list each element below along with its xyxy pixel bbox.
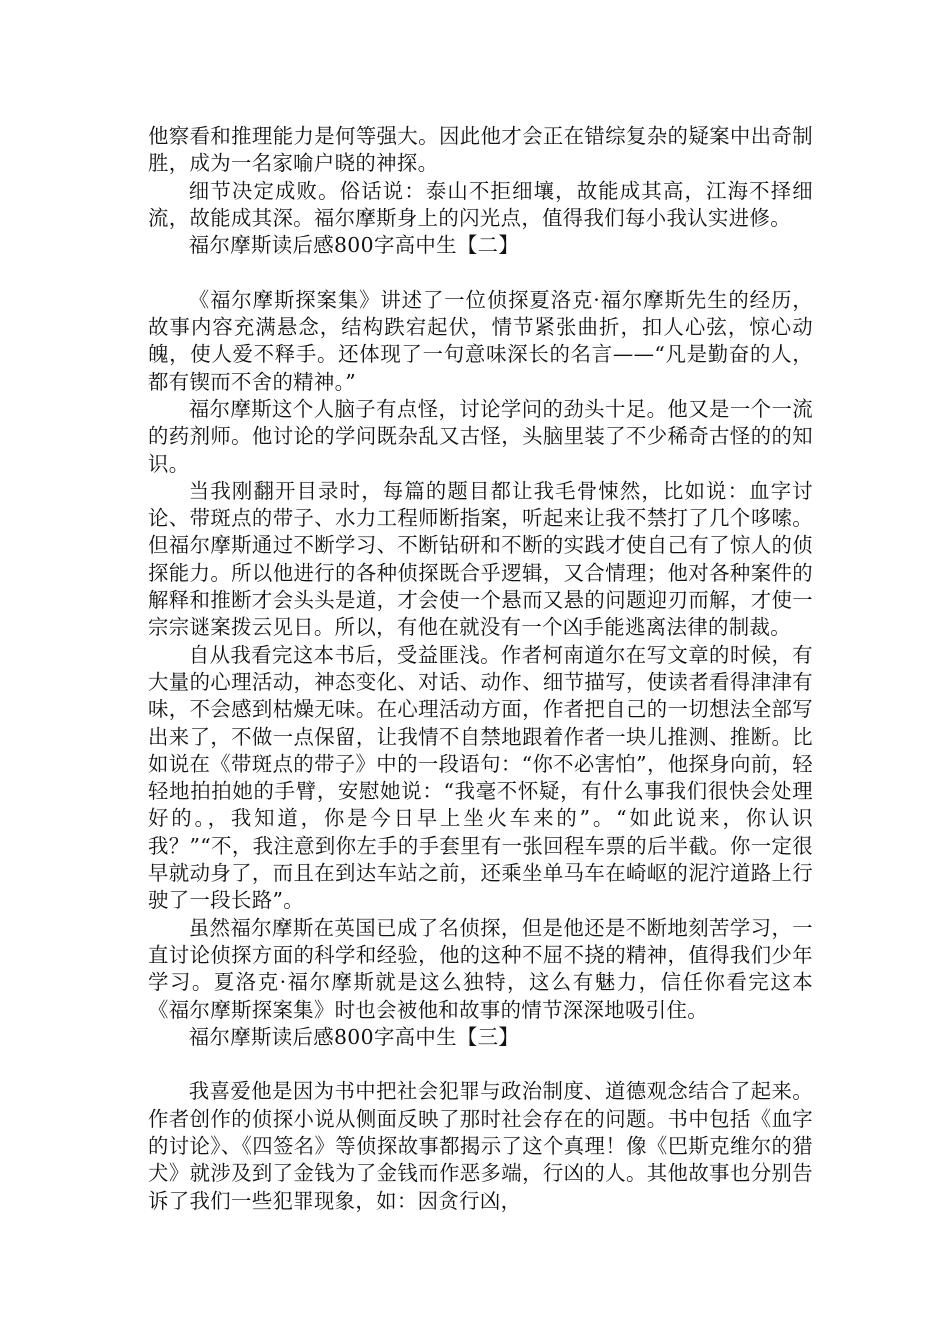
paragraph-s2-1: 《福尔摩斯探案集》讲述了一位侦探夏洛克·福尔摩斯先生的经历，故事内容充满悬念，结构跌宕起伏，情节紧张曲折，扣人心弦，惊心动魄，使人爱不释手。还体现了一句意味深长的名言——“凡是勤奋的人，都有锲而不舍的精神。”: [148, 287, 813, 394]
paragraph-continued: 他察看和推理能力是何等强大。因此他才会正在错综复杂的疑案中出奇制胜，成为一名家喻户晓的神探。: [148, 124, 813, 176]
paragraph-s2-4: 自从我看完这本书后，受益匪浅。作者柯南道尔在写文章的时候，有大量的心理活动，神态变化、对话、动作、细节描写，使读者看得津津有味，不会感到枯燥无味。在心理活动方面，作者把自己的一切想法全部写出来了，不做一点保留，让我情不自禁地跟着作者一块儿推测、推断。比如说在《带斑点的带子》中的一段语句：“你不必害怕”，他探身向前，轻轻地拍拍她的手臂，安慰她说：“我毫不怀疑，有什么事我们很快会处理好的。，我知道，你是今日早上坐火车来的”。“如此说来，你认识我？”“不，我注意到你左手的手套里有一张回程车票的后半截。你一定很早就动身了，而且在到达车站之前，还乘坐单马车在崎岖的泥泞道路上行驶了一段长路”。: [148, 642, 813, 913]
blank-line: [148, 1051, 813, 1078]
blank-line: [148, 259, 813, 286]
document-page: [148, 123, 813, 1215]
paragraph-s2-2: 福尔摩斯这个人脑子有点怪，讨论学问的劲头十足。他又是一个一流的药剂师。他讨论的学问既杂乱又古怪，头脑里装了不少稀奇古怪的的知识。: [148, 396, 813, 476]
paragraph-s2-3: 当我刚翻开目录时，每篇的题目都让我毛骨悚然，比如说：血字讨论、带斑点的带子、水力工程师断指案，听起来让我不禁打了几个哆嗦。但福尔摩斯通过不断学习、不断钻研和不断的实践才使自己有了惊人的侦探能力。所以他进行的各种侦探既合乎逻辑，又合情理；他对各种案件的解释和推断才会头头是道，才会使一个悬而又悬的问题迎刃而解，才使一宗宗谜案拨云见日。所以，有他在就没有一个凶手能逃离法律的制裁。: [148, 478, 813, 640]
section-heading-3: 福尔摩斯读后感800字高中生【三】: [188, 1024, 520, 1049]
paragraph-s2-5: 虽然福尔摩斯在英国已成了名侦探，但是他还是不断地刻苦学习，一直讨论侦探方面的科学和经验，他的这种不屈不挠的精神，值得我们少年学习。夏洛克·福尔摩斯就是这么独特，这么有魅力，信任你看完这本《福尔摩斯探案集》时也会被他和故事的情节深深地吸引住。: [148, 915, 813, 1022]
section-heading-2: 福尔摩斯读后感800字高中生【二】: [188, 233, 520, 258]
paragraph-details: 细节决定成败。俗话说：泰山不拒细壤，故能成其高，江海不择细流，故能成其深。福尔摩斯身上的闪光点，值得我们每小我认实进修。: [148, 178, 813, 230]
paragraph-s3-1: 我喜爱他是因为书中把社会犯罪与政治制度、道德观念结合了起来。作者创作的侦探小说从侧面反映了那时社会存在的问题。书中包括《血字的讨论》、《四签名》等侦探故事都揭示了这个真理！像《巴斯克维尔的猎犬》就涉及到了金钱为了金钱而作恶多端，行凶的人。其他故事也分别告诉了我们一些犯罪现象，如：因贪行凶，: [148, 1079, 813, 1213]
